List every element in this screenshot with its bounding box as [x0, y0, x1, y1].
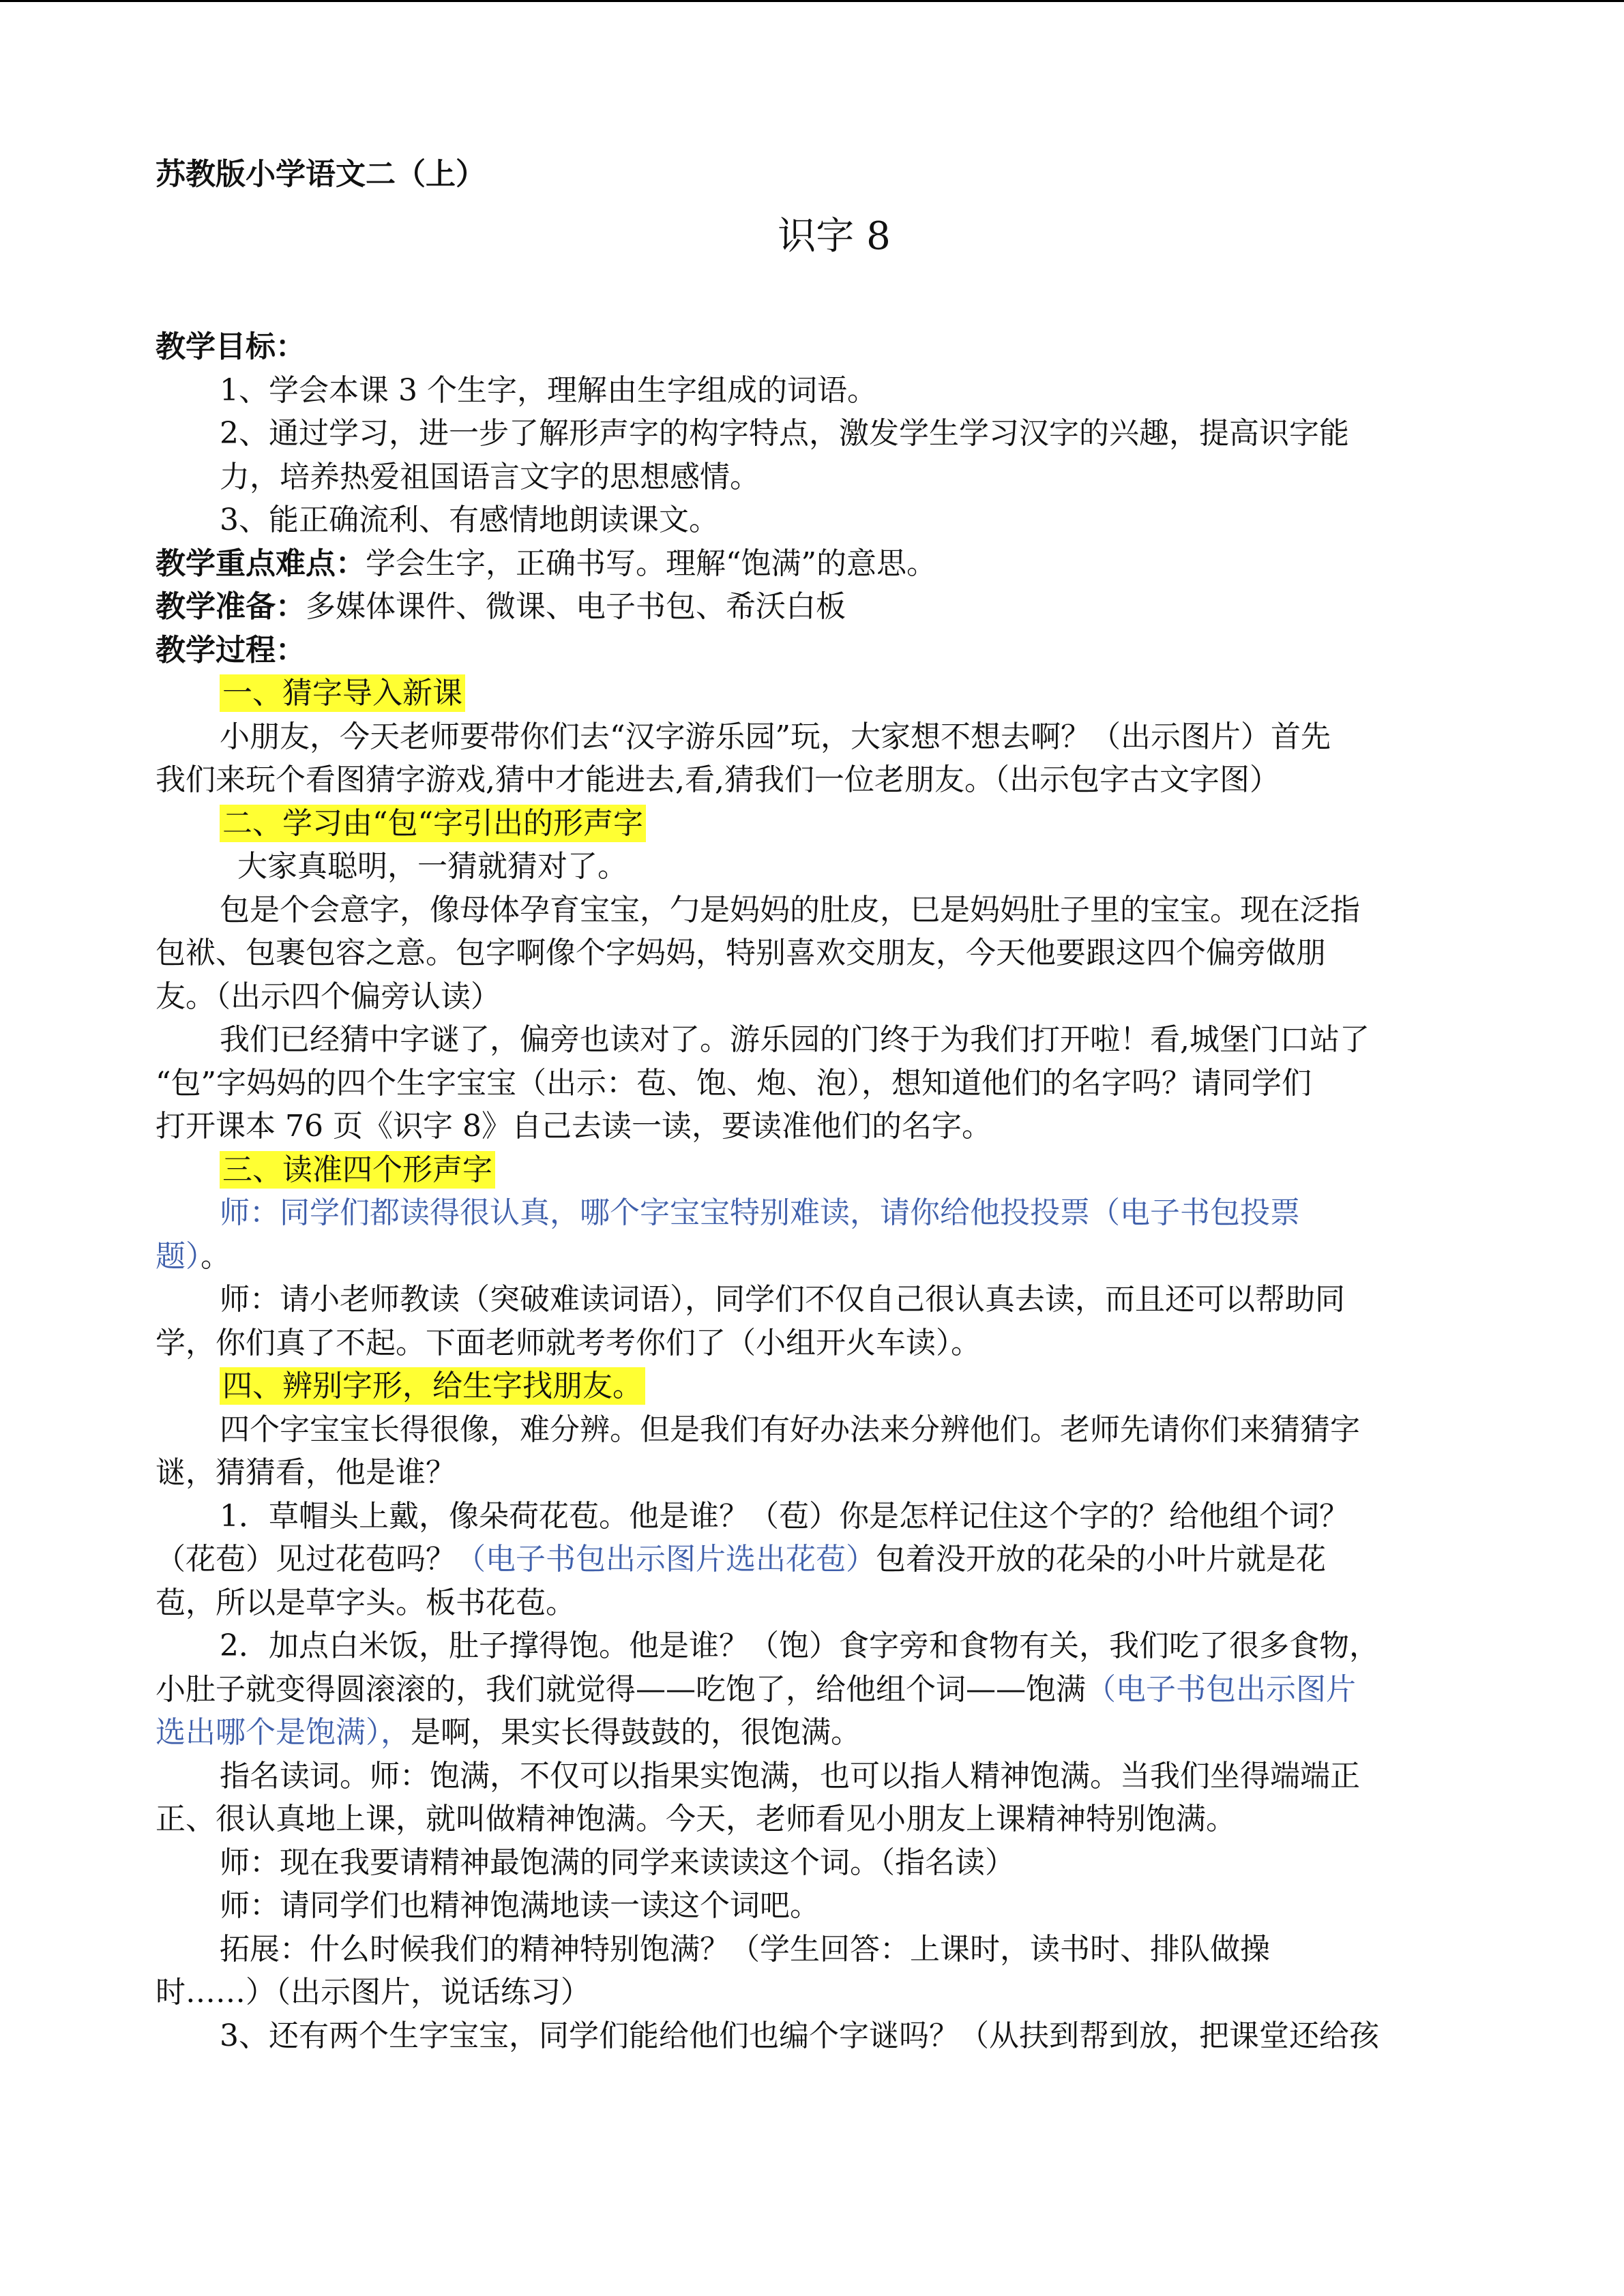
- section-4-para-7-line-1: 拓展：什么时候我们的精神特别饱满？（学生回答：上课时，读书时、排队做操: [220, 1931, 1270, 1967]
- objective-2-line-2: 力，培养热爱祖国语言文字的思想感情。: [220, 459, 760, 494]
- section-1-para-line-1: 小朋友，今天老师要带你们去“汉字游乐园”玩，大家想不想去啊？（出示图片）首先: [220, 719, 1331, 754]
- section-4-para-5: 师：现在我要请精神最饱满的同学来读读这个词。（指名读）: [220, 1845, 1015, 1880]
- section-2-heading: 二、学习由“包“字引出的形声字: [220, 805, 646, 842]
- section-4-para-1-line-2: 谜，猜猜看，他是谁？: [156, 1455, 456, 1490]
- section-4-para-1-line-1: 四个字宝宝长得很像，难分辨。但是我们有好办法来分辨他们。老师先请你们来猜猜字: [220, 1412, 1360, 1447]
- section-2-heading-line: [156, 802, 1492, 846]
- objective-3: 3、能正确流利、有感情地朗读课文。: [220, 503, 719, 537]
- section-1-heading-line: [156, 672, 1492, 715]
- riddle-2-line-3: [156, 1711, 1492, 1755]
- keypoints-text: 学会生字，正确书写。理解“饱满”的意思。: [366, 546, 936, 581]
- section-2-para-3-line-3: 打开课本 76 页《识字 8》自己去读一读，要读准他们的名字。: [156, 1109, 992, 1144]
- section-3-para-2-line-2: 学，你们真了不起。下面老师就考考你们了（小组开火车读）。: [156, 1325, 981, 1360]
- riddle-2-line-3-blue: 选出哪个是饱满），: [156, 1715, 411, 1750]
- section-2-para-2-line-3: 友。（出示四个偏旁认读）: [156, 979, 501, 1014]
- section-4-para-6: 师：请同学们也精神饱满地读一读这个词吧。: [220, 1888, 820, 1923]
- riddle-1-line-1: 1．草帽头上戴，像朵荷花苞。他是谁？（苞）你是怎样记住这个字的？给他组个词？: [220, 1498, 1349, 1534]
- riddle-1-line-2-pre: （花苞）见过花苞吗？: [156, 1542, 456, 1577]
- section-4-para-7-line-2: 时……）（出示图片，说话练习）: [156, 1975, 591, 2010]
- prep-line: [156, 585, 1492, 629]
- document-page: [156, 147, 1492, 2057]
- prep-text: 多媒体课件、微课、电子书包、希沃白板: [306, 589, 846, 624]
- objectives-label: 教学目标：: [156, 329, 306, 364]
- section-2-para-3-line-1: 我们已经猜中字谜了，偏旁也读对了。游乐园的门终于为我们打开啦！看,城堡门口站了: [220, 1022, 1370, 1057]
- riddle-1-line-2-blue: （电子书包出示图片选出花苞）: [456, 1542, 876, 1577]
- prep-label: 教学准备：: [156, 589, 306, 624]
- section-2-para-2-line-2: 包袱、包裹包容之意。包字啊像个字妈妈，特别喜欢交朋友，今天他要跟这四个偏旁做朋: [156, 936, 1326, 970]
- keypoints-label: 教学重点难点：: [156, 546, 366, 581]
- section-3-heading-line: [156, 1148, 1492, 1192]
- section-1-para-line-2: 我们来玩个看图猜字游戏,猜中才能进去,看,猜我们一位老朋友。（出示包字古文字图）: [156, 762, 1280, 797]
- section-4-para-4-line-1: 指名读词。师：饱满，不仅可以指果实饱满，也可以指人精神饱满。当我们坐得端端正: [220, 1758, 1360, 1793]
- riddle-1-line-2-post: 包着没开放的花朵的小叶片就是花: [876, 1542, 1326, 1577]
- section-3-para-2-line-1: 师：请小老师教读（突破难读词语），同学们不仅自己很认真去读，而且还可以帮助同: [220, 1282, 1345, 1317]
- lesson-title: 识字 8: [778, 214, 891, 258]
- spacer: [156, 271, 1492, 325]
- section-4-para-4-line-2: 正、很认真地上课，就叫做精神饱满。今天，老师看见小朋友上课精神特别饱满。: [156, 1802, 1236, 1836]
- keypoints-line: [156, 542, 1492, 586]
- section-4-heading-line: [156, 1365, 1492, 1408]
- section-4-heading: 四、辨别字形，给生字找朋友。: [220, 1367, 645, 1405]
- section-3-para-1-line-2: [156, 1235, 1492, 1279]
- riddle-2-line-2-blue: （电子书包出示图片: [1086, 1671, 1356, 1707]
- process-heading: [156, 629, 1492, 672]
- riddle-2-line-2: [156, 1668, 1492, 1712]
- riddle-1-line-2: [156, 1538, 1492, 1581]
- section-2-para-3-line-2: “包”字妈妈的四个生字宝宝（出示：苞、饱、炮、泡），想知道他们的名字吗？请同学们: [156, 1065, 1312, 1101]
- section-3-para-1-blue: 题）: [156, 1238, 201, 1274]
- section-2-para-1: 大家真聪明，一猜就猜对了。: [237, 849, 628, 884]
- section-3-para-1-end: 。: [201, 1238, 231, 1274]
- riddle-2-line-3-post: 是啊，果实长得鼓鼓的，很饱满。: [411, 1715, 861, 1750]
- objective-2-line-1: 2、通过学习，进一步了解形声字的构字特点，激发学生学习汉字的兴趣，提高识字能: [220, 416, 1349, 451]
- objective-1: 1、学会本课 3 个生字，理解由生字组成的词语。: [220, 372, 877, 408]
- riddle-2-line-1: 2．加点白米饭，肚子撑得饱。他是谁？（饱）食字旁和食物有关，我们吃了很多食物，: [220, 1628, 1379, 1663]
- section-2-para-2-line-1: 包是个会意字，像母体孕育宝宝，勹是妈妈的肚皮，巳是妈妈肚子里的宝宝。现在泛指: [220, 892, 1360, 927]
- section-1-heading: 一、猜字导入新课: [220, 674, 465, 712]
- section-4-para-8: 3、还有两个生字宝宝，同学们能给他们也编个字谜吗？（从扶到帮到放，把课堂还给孩: [220, 2018, 1379, 2053]
- section-3-para-1-line-1: 师：同学们都读得很认真，哪个字宝宝特别难读，请你给他投投票（电子书包投票: [220, 1195, 1300, 1230]
- textbook-subtitle: 苏教版小学语文二（上）: [156, 157, 486, 192]
- process-label: 教学过程：: [156, 632, 306, 668]
- section-3-heading: 三、读准四个形声字: [220, 1151, 495, 1189]
- riddle-1-line-3: 苞，所以是草字头。板书花苞。: [156, 1585, 576, 1620]
- objectives-heading: [156, 325, 1492, 369]
- riddle-2-line-2-pre: 小肚子就变得圆滚滚的，我们就觉得——吃饱了，给他组个词——饱满: [156, 1671, 1086, 1707]
- top-border-line: [0, 0, 1624, 2]
